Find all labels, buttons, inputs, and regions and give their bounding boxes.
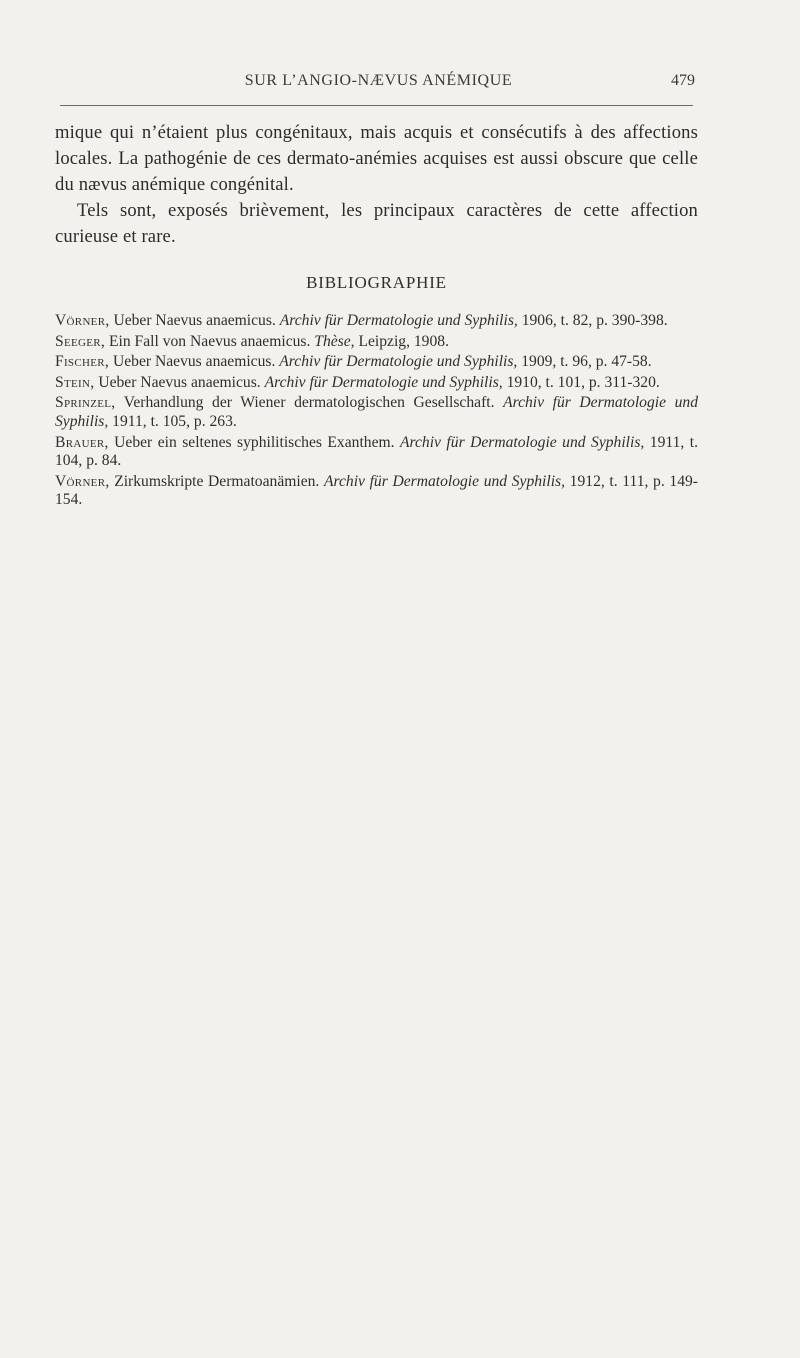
entry-author: Vörner, [55, 472, 110, 490]
entry-title: Ueber ein seltenes syphilitisches Exanthem. [108, 433, 400, 451]
entry-journal: Archiv für Dermatologie und Syphilis, [399, 433, 645, 451]
bibliography-entry [55, 333, 698, 352]
entry-author: Seeger, [55, 332, 106, 350]
entry-details: 1911, t. 105, p. 263. [108, 412, 237, 430]
bibliography-entry [55, 312, 698, 331]
bibliography-entry [55, 353, 698, 372]
entry-author: Brauer, [55, 433, 109, 451]
entry-details: 1909, t. 96, p. 47-58. [517, 353, 652, 371]
entry-title: Verhandlung der Wiener dermatologischen Gesellschaft. [115, 394, 504, 412]
entry-title: Ein Fall von Naevus anaemicus. [105, 332, 315, 350]
running-head [60, 72, 697, 96]
entry-author: Sprinzel, [55, 394, 116, 412]
section-title: BIBLIOGRAPHIE [306, 273, 447, 292]
entry-author: Fischer, [55, 353, 110, 371]
paragraph: mique qui n’étaient plus congénitaux, mais acquis et consécutifs à des affections locales. La pathogénie de ces dermato-anémies acquises est aussi obscure que celle du nævus anémique congénital. [55, 122, 698, 195]
bibliography-entry [55, 394, 698, 431]
entry-details: 1912, t. 111, p. 149-154. [55, 472, 698, 509]
entry-author: Stein, [55, 373, 95, 391]
entry-journal: Thèse, [314, 332, 355, 350]
entry-details: Leipzig, 1908. [354, 332, 449, 350]
entry-details: 1911, t. 104, p. 84. [55, 433, 698, 470]
bibliography-entry [55, 374, 698, 393]
entry-title: Ueber Naevus anaemicus. [109, 353, 280, 371]
running-title: SUR L’ANGIO-NÆVUS ANÉMIQUE [244, 72, 513, 89]
entry-title: Ueber Naevus anaemicus. [94, 373, 265, 391]
entry-journal: Archiv für Dermatologie und Syphilis, [323, 472, 566, 490]
bibliography-entry [55, 434, 698, 471]
bibliography-entry [55, 473, 698, 510]
entry-journal: Archiv für Dermatologie und Syphilis, [279, 353, 518, 371]
entry-title: Zirkumskripte Dermatoanämien. [109, 472, 324, 490]
entry-author: Vörner, [55, 312, 110, 329]
paragraph: Tels sont, exposés brièvement, les principaux caractères de cette affection curieuse et rare. [55, 200, 698, 247]
page-number: 479 [671, 72, 695, 89]
header-rule [60, 105, 693, 106]
entry-title: Ueber Naevus anaemicus. [109, 312, 280, 329]
bibliography-list [55, 312, 698, 512]
entry-details: 1906, t. 82, p. 390-398. [517, 312, 668, 329]
entry-journal: Archiv für Dermatologie und Syphilis, [55, 394, 698, 430]
body-text [55, 120, 698, 250]
entry-journal: Archiv für Dermatologie und Syphilis, [279, 312, 518, 329]
entry-journal: Archiv für Dermatologie und Syphilis, [264, 373, 503, 391]
entry-details: 1910, t. 101, p. 311-320. [502, 373, 660, 391]
